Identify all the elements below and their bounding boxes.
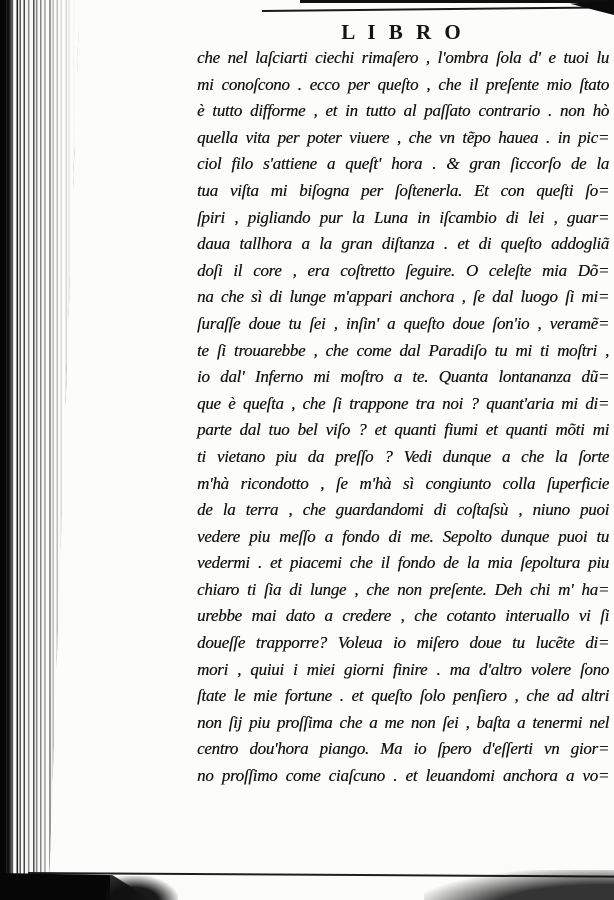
text-line: mi conoſcono . ecco per queſto , che il preſente mio ſtato — [197, 74, 609, 94]
text-line: parte dal tuo bel viſo ? et quanti fiumi et quanti mõti mi — [197, 420, 609, 440]
text-line: centro dou'hora piango. Ma io ſpero d'eſſerti vn gior= — [197, 739, 609, 759]
text-line: te ſi trouarebbe , che come dal Paradiſo tu mi ti moſtri , — [197, 340, 609, 360]
text-line: mori , quiui i miei giorni finire . ma d'altro volere ſono — [197, 659, 609, 679]
scan-top-edge-strip — [300, 0, 614, 3]
book-fore-edge-band — [0, 0, 82, 878]
body-text-block — [197, 45, 609, 790]
text-line: chiaro ti ſia di lunge , che non preſente. Deh chi m' ha= — [197, 579, 609, 599]
text-line: de la terra , che guardandomi di coſtaſsù , niuno puoi — [197, 500, 609, 520]
text-line: urebbe mai dato a credere , che cotanto interuallo vi ſi — [197, 606, 609, 626]
text-line: non ſij piu proſſima che a me non ſei , baſta a tenermi nel — [197, 712, 609, 732]
scan-bottom-right-shadow — [424, 870, 614, 900]
text-line: doueſſe trapporre? Voleua io miſero doue tu lucẽte di= — [197, 633, 609, 653]
text-line: m'hà ricondotto , ſe m'hà sì congiunto colla ſuperficie — [197, 473, 609, 493]
text-line: daua tallhora a la gran diſtanza . et di queſto addogliã — [197, 234, 609, 254]
text-line: que è queſta , che ſi trappone tra noi ? quant'aria mi di= — [197, 393, 609, 413]
text-line: ſuraſſe doue tu ſei , inſin' a queſto doue ſon'io , veramẽ= — [197, 313, 609, 333]
text-line: che nel laſciarti ciechi rimaſero , l'ombra ſola d' e tuoi lu — [197, 48, 609, 67]
text-line: io dal' Inferno mi moſtro a te. Quanta lontananza dũ= — [197, 367, 609, 387]
text-line: quella vita per poter viuere , che vn tẽpo hauea . in pic= — [197, 127, 609, 147]
text-line: ti vietano piu da preſſo ? Vedi dunque a che la ſorte — [197, 446, 609, 466]
running-head: L I B R O — [341, 20, 465, 44]
scan-top-edge-line — [262, 6, 614, 12]
text-line: ſtate le mie fortune . et queſto ſolo penſiero , che ad altri — [197, 686, 609, 706]
text-line: doſi il core , era coſtretto ſeguire. O celeſte mia Dõ= — [197, 260, 609, 280]
text-line: è tutto difforme , et in tutto al paſſato contrario . non hò — [197, 101, 609, 121]
text-line: ciol filo s'attiene a queſt' hora . & gran ſiccorſo de la — [197, 154, 609, 174]
scan-bottom-smudge — [106, 876, 178, 900]
text-line: vedere piu meſſo a fondo di me. Sepolto dunque puoi tu — [197, 526, 609, 546]
text-line: no proſſimo come ciaſcuno . et leuandomi anchora a vo= — [197, 766, 609, 786]
text-line: tua viſta mi biſogna per ſoſtenerla. Et con queſti ſo= — [197, 180, 609, 200]
text-line: ſpiri , pigliando pur la Luna in iſcambio di lei , guar= — [197, 207, 609, 227]
text-line: vedermi . et piacemi che il fondo de la mia ſepoltura piu — [197, 553, 609, 573]
text-line: na che sì di lunge m'appari anchora , ſe dal luogo ſi mi= — [197, 287, 609, 307]
